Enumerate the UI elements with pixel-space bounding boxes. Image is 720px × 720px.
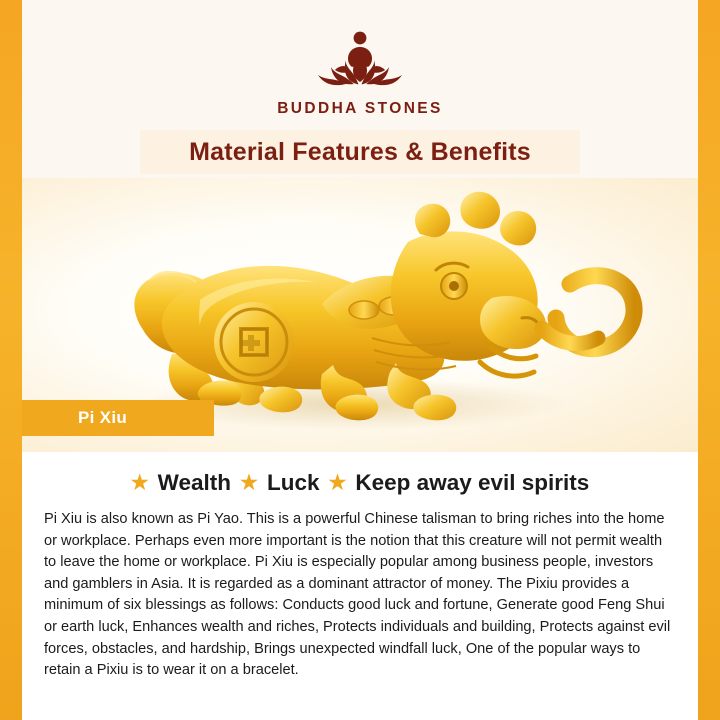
brand-logo (277, 22, 443, 118)
benefit-wealth: Wealth (157, 470, 232, 495)
left-gold-border (0, 0, 22, 720)
image-caption-text: Pi Xiu (78, 408, 128, 427)
image-caption-bar (22, 400, 214, 436)
star-icon: ★ (328, 472, 347, 494)
star-icon: ★ (240, 472, 258, 494)
benefits-headline (44, 470, 676, 496)
description-paragraph: Pi Xiu is also known as Pi Yao. This is a powerful Chinese talisman to bring riches into the home or workplace. Perhaps even more important is the notion that this creature will not permit wealth to leave the home or workplace. Pi Xiu is especially popular among business people, investors and gamblers in Asia. It is regarded as a dominant attractor of money. The Pixiu provides a minimum of six blessings as follows: Conducts good luck and fortune, Generate good Feng Shui or earth luck, Enhances wealth and riches, Protects individuals and building, Protects against evil forces, obstacles, and hardship, Brings unexpected windfall luck, One of the popular ways to retain a Pixiu is to wear it on a bracelet. (44, 511, 671, 679)
benefit-luck: Luck (266, 470, 320, 495)
section-title-bar (140, 130, 580, 174)
right-gold-border (698, 0, 720, 720)
description-section (22, 452, 698, 720)
lotus-meditation-icon (294, 22, 426, 94)
brand-name: BUDDHA STONES (277, 100, 443, 117)
page-title: Material Features & Benefits (189, 137, 531, 166)
benefit-evil-spirits: Keep away evil spirits (355, 470, 590, 495)
star-icon: ★ (130, 472, 149, 494)
